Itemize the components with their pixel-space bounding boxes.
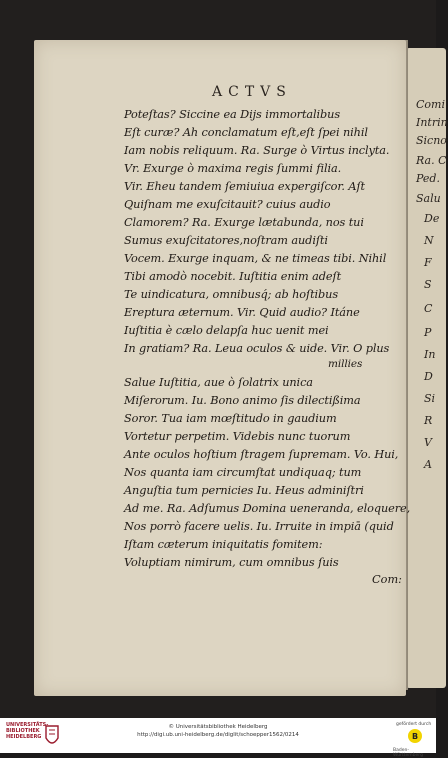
catchword: Com: — [372, 573, 402, 586]
logo-text-line: BIBLIOTHEK — [6, 728, 40, 734]
text-line: Anguſtia tum pernicies Iu. Heus adminiſtri — [124, 484, 364, 497]
facing-page-fragment: C — [424, 302, 433, 315]
facing-page-fragment: In — [424, 348, 436, 361]
facing-page-fragment: Ra. C — [416, 154, 447, 167]
facing-page-fragment: Sicno — [416, 134, 447, 147]
text-line: Vir. Eheu tandem ſemiuiua expergiſcor. Aſt — [124, 180, 365, 193]
text-line: Tibi amodò nocebit. Iuſtitia enim adeſt — [124, 270, 342, 283]
facing-page-fragment: N — [424, 234, 434, 247]
facing-page-fragment: R — [424, 414, 433, 427]
facing-page-edge — [406, 48, 446, 688]
source-url-link[interactable]: http://digi.ub.uni-heidelberg.de/diglit/schoepper1562/0214 — [137, 732, 299, 738]
text-line: Voluptiam nimirum, cum omnibus ſuis — [124, 556, 339, 569]
funder-name: Baden-Württemberg — [393, 748, 423, 758]
text-line: Salue Iuſtitia, aue ò ſolatrix unica — [124, 376, 313, 389]
facing-page-fragment: F — [424, 256, 432, 269]
facing-page-fragment: Comi — [416, 98, 445, 111]
text-line: Vortetur perpetim. Videbis nunc tuorum — [124, 430, 351, 443]
facing-page-fragment: D — [424, 370, 433, 383]
facing-page-fragment: Intrin — [416, 116, 448, 129]
facing-page-fragment: Ped. — [416, 172, 440, 185]
text-line: Ad me. Ra. Adſumus Domina ueneranda, eloquere, — [124, 502, 411, 515]
logo-text-line: UNIVERSITÄTS- — [6, 722, 49, 728]
logo-text-line: HEIDELBERG — [6, 734, 42, 740]
text-line: Soror. Tua iam mœſtitudo in gaudium — [124, 412, 337, 425]
text-line: Ante oculos hoſtium ſtragem ſupremam. Vo. Hui, — [124, 448, 399, 461]
text-line: Iam nobis reliquum. Ra. Surge ò Virtus inclyta. — [124, 144, 390, 157]
text-line: Clamorem? Ra. Exurge lætabunda, nos tui — [124, 216, 364, 229]
text-line: Vr. Exurge ò maxima regis ſummi filia. — [124, 162, 342, 175]
text-line: Nos porrò facere uelis. Iu. Irruite in impiā (quid — [124, 520, 394, 533]
text-line: Eſt curæ? Ah conclamatum eſt,eſt ſpei nihil — [124, 126, 368, 139]
text-line: Poteſtas? Siccine ea Dijs immortalibus — [124, 108, 341, 121]
dfg-logo-icon: B — [408, 729, 422, 743]
text-line: millies — [328, 358, 363, 370]
facing-page-fragment: De — [424, 212, 440, 225]
facing-page-fragment: S — [424, 278, 432, 291]
text-line: Iſtam cæterum iniquitatis fomitem: — [124, 538, 323, 551]
text-line: Nos quanta iam circumſtat undiquaq; tum — [124, 466, 362, 479]
facing-page-fragment: P — [424, 326, 432, 339]
facing-page-fragment: Salu — [416, 192, 441, 205]
facing-page-fragment: Si — [424, 392, 436, 405]
text-line: Sumus exuſcitatores,noſtram audiſti — [124, 234, 328, 247]
text-line: Ereptura æternum. Vir. Quid audio? Itáne — [124, 306, 360, 319]
funded-by-label: gefördert durch — [396, 722, 432, 727]
facing-page-fragment: A — [424, 458, 432, 471]
text-line: Iuſtitia è cælo delapſa huc uenit mei — [124, 324, 329, 337]
page-heading: ACTVS — [212, 84, 292, 100]
text-line: In gratiam? Ra. Leua oculos & uide. Vir. O plus — [124, 342, 390, 355]
copyright-text: © Universitätsbibliothek Heidelberg — [168, 724, 268, 730]
facing-page-fragment: V — [424, 436, 432, 449]
text-line: Vocem. Exurge inquam, & ne timeas tibi. Nihil — [124, 252, 387, 265]
text-line: Miſerorum. Iu. Bono animo ſis dilectißima — [124, 394, 361, 407]
text-line: Quiſnam me exuſcitauit? cuius audio — [124, 198, 331, 211]
text-line: Te uindicatura, omnibusq́; ab hoſtibus — [124, 288, 339, 301]
